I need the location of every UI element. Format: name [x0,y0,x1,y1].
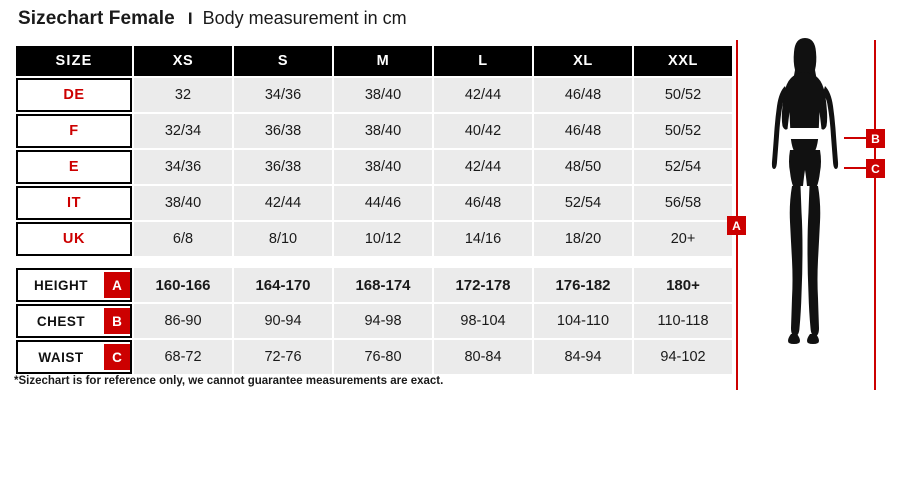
table-row [16,114,732,148]
cell-chest-l: 98-104 [434,304,532,338]
cell-chest-xs: 86-90 [134,304,232,338]
height-marker: A [727,216,746,235]
cell-f-xl: 46/48 [534,114,632,148]
cell-height-l: 172-178 [434,268,532,302]
cell-de-xs: 32 [134,78,232,112]
cell-e-xxl: 52/54 [634,150,732,184]
title-main: Sizechart Female [18,8,175,29]
cell-chest-s: 90-94 [234,304,332,338]
meas-letter-c: C [104,344,130,370]
row-label-de: DE [16,78,132,112]
row-label-waist [16,340,132,374]
cell-waist-l: 80-84 [434,340,532,374]
footnote: *Sizechart is for reference only, we cannot guarantee measurements are exact. [14,375,444,387]
table-row [16,78,732,112]
meas-label-text-chest: CHEST [36,313,86,329]
table-row [16,186,732,220]
cell-e-xl: 48/50 [534,150,632,184]
header-cell-xs: XS [134,46,232,76]
cell-uk-xl: 18/20 [534,222,632,256]
measurement-guide-line [874,40,876,390]
figure-area [722,36,897,456]
table-row [16,150,732,184]
cell-e-l: 42/44 [434,150,532,184]
table-header-row [16,46,732,76]
cell-f-xs: 32/34 [134,114,232,148]
cell-it-xs: 38/40 [134,186,232,220]
page-title [18,8,407,30]
row-label-chest [16,304,132,338]
cell-it-s: 42/44 [234,186,332,220]
cell-f-s: 36/38 [234,114,332,148]
cell-height-s: 164-170 [234,268,332,302]
cell-uk-s: 8/10 [234,222,332,256]
header-cell-s: S [234,46,332,76]
cell-de-xxl: 50/52 [634,78,732,112]
cell-de-s: 34/36 [234,78,332,112]
table-row [16,222,732,256]
female-silhouette-icon [750,38,860,398]
cell-uk-l: 14/16 [434,222,532,256]
meas-label-text-waist: WAIST [38,349,84,365]
table-row [16,268,732,302]
cell-height-xxl: 180+ [634,268,732,302]
header-cell-l: L [434,46,532,76]
cell-height-xs: 160-166 [134,268,232,302]
cell-height-m: 168-174 [334,268,432,302]
cell-waist-s: 72-76 [234,340,332,374]
cell-de-m: 38/40 [334,78,432,112]
cell-chest-xl: 104-110 [534,304,632,338]
row-label-it: IT [16,186,132,220]
meas-letter-a: A [104,272,130,298]
waist-marker: C [866,159,885,178]
cell-e-m: 38/40 [334,150,432,184]
header-cell-xxl: XXL [634,46,732,76]
header-cell-xl: XL [534,46,632,76]
sizechart-table [14,44,734,376]
cell-de-l: 42/44 [434,78,532,112]
cell-uk-xs: 6/8 [134,222,232,256]
meas-letter-b: B [104,308,130,334]
row-label-height [16,268,132,302]
cell-it-xxl: 56/58 [634,186,732,220]
cell-uk-m: 10/12 [334,222,432,256]
cell-it-m: 44/46 [334,186,432,220]
row-label-e: E [16,150,132,184]
cell-waist-xs: 68-72 [134,340,232,374]
header-cell-m: M [334,46,432,76]
cell-e-s: 36/38 [234,150,332,184]
cell-waist-xl: 84-94 [534,340,632,374]
cell-it-l: 46/48 [434,186,532,220]
table-row [16,340,732,374]
meas-label-text-height: HEIGHT [33,277,88,293]
height-guide-line [736,40,738,390]
row-label-uk: UK [16,222,132,256]
chest-marker: B [866,129,885,148]
cell-de-xl: 46/48 [534,78,632,112]
cell-it-xl: 52/54 [534,186,632,220]
cell-e-xs: 34/36 [134,150,232,184]
title-subtitle: Body measurement in cm [202,8,407,28]
sizechart-table-wrapper [14,44,722,376]
cell-uk-xxl: 20+ [634,222,732,256]
cell-height-xl: 176-182 [534,268,632,302]
row-label-f: F [16,114,132,148]
cell-f-xxl: 50/52 [634,114,732,148]
cell-chest-xxl: 110-118 [634,304,732,338]
header-cell-size: SIZE [16,46,132,76]
table-spacer-row [16,258,732,266]
cell-chest-m: 94-98 [334,304,432,338]
cell-waist-xxl: 94-102 [634,340,732,374]
cell-f-l: 40/42 [434,114,532,148]
cell-waist-m: 76-80 [334,340,432,374]
spacer-cell [16,258,732,266]
title-separator: I [187,9,193,28]
table-row [16,304,732,338]
cell-f-m: 38/40 [334,114,432,148]
